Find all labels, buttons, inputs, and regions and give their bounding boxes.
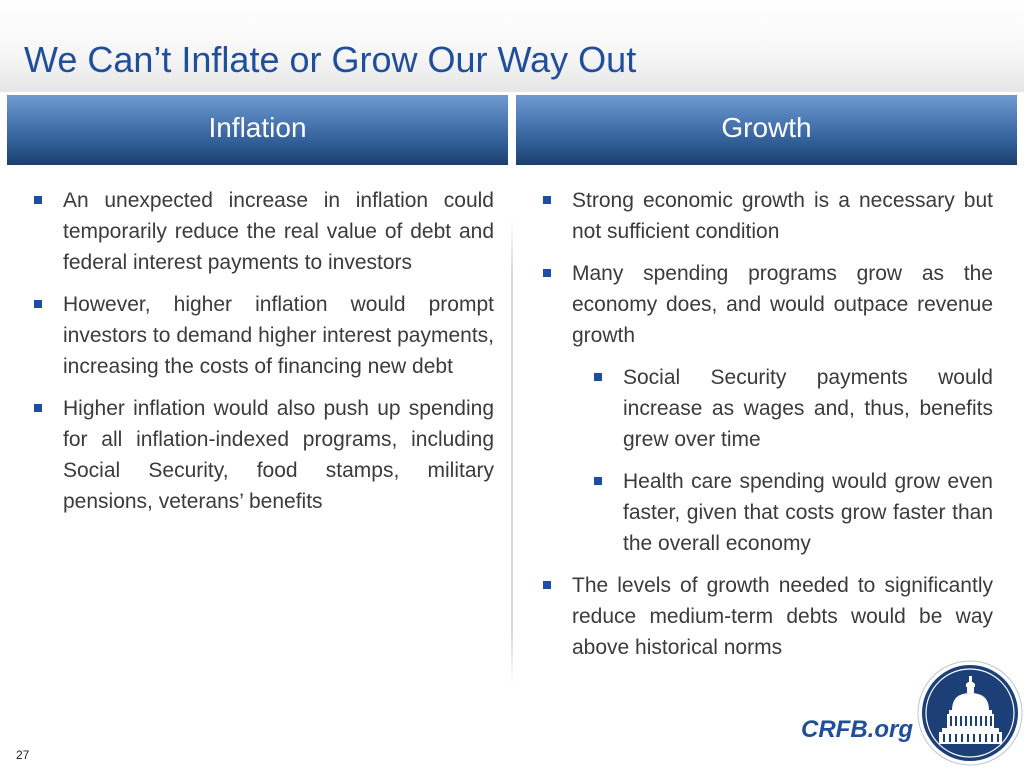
square-bullet-icon xyxy=(594,373,602,381)
crfb-footer-link[interactable]: CRFB.org xyxy=(801,716,913,743)
square-bullet-icon xyxy=(34,300,42,308)
bullet-text: Higher inflation would also push up spending for all inflation-indexed programs, including Social Security, food stamps, military pensions, veterans’ benefits xyxy=(63,397,494,513)
bullet-item xyxy=(541,185,993,247)
sub-bullet-item xyxy=(541,466,993,559)
square-bullet-icon xyxy=(543,196,551,204)
bullet-item xyxy=(32,185,494,278)
inflation-column-header: Inflation xyxy=(7,95,508,165)
bullet-text: Social Security payments would increase as wages and, thus, benefits grew over time xyxy=(623,366,993,451)
bullet-item xyxy=(541,258,993,351)
bullet-text: Strong economic growth is a necessary but not sufficient condition xyxy=(572,189,993,243)
bullet-item xyxy=(32,289,494,382)
bullet-item xyxy=(541,570,993,663)
column-divider xyxy=(511,218,513,686)
title-bar xyxy=(0,0,1024,92)
bullet-text: However, higher inflation would prompt investors to demand higher interest payments, increasing the costs of financing new debt xyxy=(63,293,494,378)
bullet-text: An unexpected increase in inflation could temporarily reduce the real value of debt and federal interest payments to investors xyxy=(63,189,494,274)
growth-column-header: Growth xyxy=(516,95,1017,165)
square-bullet-icon xyxy=(34,196,42,204)
square-bullet-icon xyxy=(594,477,602,485)
sub-bullet-item xyxy=(541,362,993,455)
slide-title: We Can’t Inflate or Grow Our Way Out xyxy=(24,39,637,80)
square-bullet-icon xyxy=(34,404,42,412)
bullet-text: Health care spending would grow even faster, given that costs grow faster than the overall economy xyxy=(623,470,993,555)
inflation-bullet-list xyxy=(32,185,494,517)
bullet-item xyxy=(32,393,494,517)
page-number: 27 xyxy=(16,748,30,762)
growth-column xyxy=(541,185,993,674)
bullet-text: Many spending programs grow as the economy does, and would outpace revenue growth xyxy=(572,262,993,347)
inflation-column xyxy=(32,185,494,528)
square-bullet-icon xyxy=(543,581,551,589)
square-bullet-icon xyxy=(543,269,551,277)
capitol-dome-seal-icon xyxy=(917,660,1023,766)
growth-bullet-list xyxy=(541,185,993,663)
bullet-text: The levels of growth needed to significantly reduce medium-term debts would be way above historical norms xyxy=(572,574,993,659)
